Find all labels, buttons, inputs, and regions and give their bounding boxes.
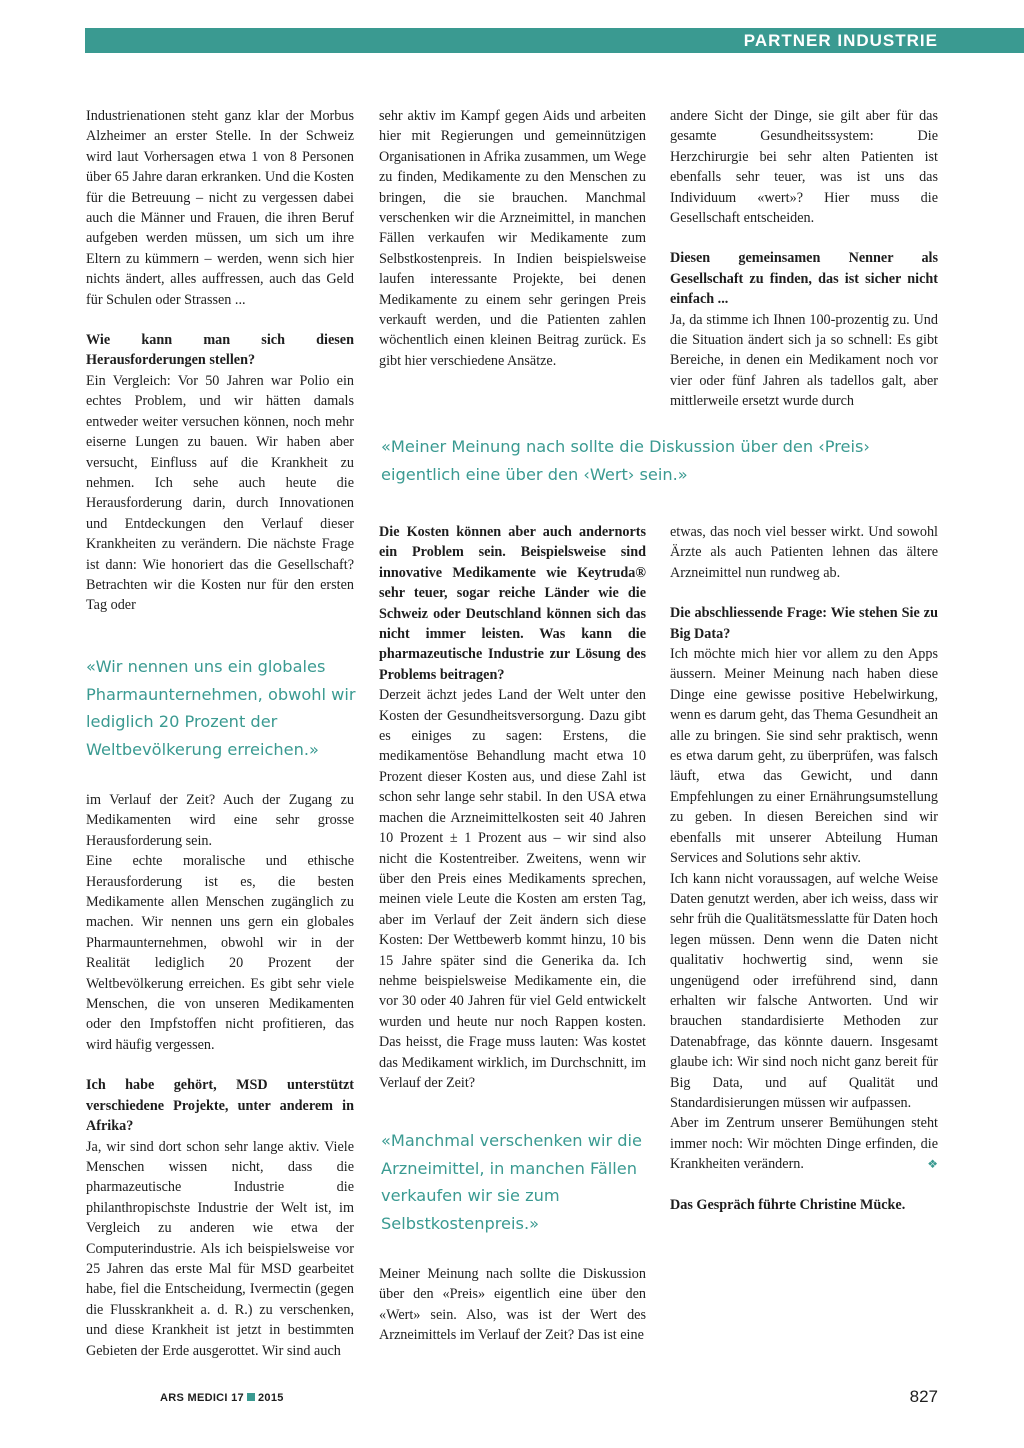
answer: Ein Vergleich: Vor 50 Jahren war Polio ein echtes Problem, und wir hätten damals entweder weiter versuchen können, noch mehr eiserne Lungen zu bauen. Wir haben aber versucht, Einfluss auf die Krankheit zu nehmen. Ich sehe auch heute die Herausforderung darin, durch Innovationen und Entdeckungen den Verlauf dieser Krankheiten zu verändern. Die nächste Frage ist dann: Wie honoriert das die Gesellschaft? Betrachten wir die Kosten nur für den ersten Tag oder bbox=[86, 372, 354, 614]
answer: Ja, wir sind dort schon sehr lange aktiv. Viele Menschen wissen nicht, dass die pharmazeutische Industrie die philanthropischste Industrie der Welt ist, im Vergleich zu anderen wie etwa der Computerindustrie. Als ich beispielsweise vor 25 Jahren das erste Mal für MSD gearbeitet habe, fiel die Entscheidung, Ivermectin (gegen die Flusskrankheit a. d. R.) zu verschenken, und diese Krankheit ist jetzt in bestimmten Gebieten der Erde ausgerottet. Wir sind auch bbox=[86, 1138, 354, 1359]
question: Ich habe gehört, MSD unterstützt verschiedene Projekte, unter anderem in Afrika? bbox=[86, 1077, 354, 1135]
answer: Derzeit ächzt jedes Land der Welt unter den Kosten der Gesundheitsversorgung. Dazu gibt es einiges zu sagen: Erstens, die medikamentöse Behandlung macht etwa 10 Prozent dieser Kosten aus, und diese Zahl ist schon sehr lange sehr stabil. In den USA etwa machen die Arzneimittelkosten seit 40 Jahren 10 Prozent ± 1 Prozent aus – wir sind also nicht die Kostentreiber. Zweitens, wenn wir über den Preis eines Medikaments sprechen, meinen viele Leute die Kosten am ersten Tag, aber im Verlauf der Zeit ändern sich diese Kosten: Der Wettbewerb kommt hinzu, 10 bis 15 Jahre später sind die Generika da. Ich nehme beispielsweise Medikamente ein, die vor 30 oder 40 Jahren für viel Geld entwickelt wurden und heute nur noch Rappen kosten. Das heisst, die Frage muss lauten: Was kostet das Medikament wirklich, im Durchschnitt, im Verlauf der Zeit? bbox=[379, 687, 646, 1091]
question: Die Kosten können aber auch andernorts ein Problem sein. Beispielsweise sind innovative Medikamente wie Keytruda® sehr teuer, sogar reiche Länder wie die Schweiz oder Deutschland können sich das nicht immer leisten. Was kann die pharmazeutische Industrie zur Lösung des Problems beitragen? bbox=[379, 524, 646, 683]
question: Diesen gemeinsamen Nenner als Gesellschaft zu finden, das ist sicher nicht einfach ... bbox=[670, 250, 938, 308]
header-bar bbox=[85, 28, 1024, 53]
question: Wie kann man sich diesen Herausforderungen stellen? bbox=[86, 332, 354, 369]
interview-credit: Das Gespräch führte Christine Mücke. bbox=[670, 1196, 906, 1213]
answer: Ich kann nicht voraussagen, auf welche Weise Daten genutzt werden, aber ich weiss, dass wir sehr früh die Qualitätsmesslatte für Daten hoch legen müssen. Denn wenn die Daten nicht qualitativ hochwertig sind, wenn sie ungenügend oder irreführend sind, dann erhalten wir falsche Antworten. Und wir brauchen standardisierte Methoden zur Datenabfrage, das könnte dauern. Insgesamt glaube ich: Wir sind noch nicht ganz bereit für Big Data, und auf Qualität und Standardisierungen müssen wir aufpassen. bbox=[670, 870, 938, 1111]
answer bbox=[670, 1113, 938, 1174]
page-number: 827 bbox=[909, 1387, 938, 1406]
paragraph: Industrienationen steht ganz klar der Morbus Alzheimer an erster Stelle. In der Schweiz wird laut Vorhersagen etwa 1 von 8 Personen über 65 Jahre daran erkranken. Und die Kosten für die Betreuung – nicht zu vergessen dabei auch die Männer und Frauen, die ihren Beruf aufgeben werden müssen, um sich um ihre Eltern zu kümmern – werden, wenn sich hier nichts ändert, alles auffressen, auch das Geld für Schulen oder Strassen ... bbox=[86, 108, 354, 308]
journal-name: ARS MEDICI 17 bbox=[160, 1392, 244, 1404]
paragraph: Meiner Meinung nach sollte die Diskussion über den «Preis» eigentlich eine über den «Wert» sein. Also, was ist der Wert des Arzneimittels im Verlauf der Zeit? Das ist eine bbox=[379, 1266, 646, 1344]
footer-journal bbox=[160, 1392, 284, 1404]
column-right-top bbox=[670, 106, 938, 412]
column-middle-bottom bbox=[379, 1264, 646, 1346]
answer-text: Aber im Zentrum unserer Bemühungen steht immer noch: Wir möchten Dinge erfinden, die Krankheiten verändern. bbox=[670, 1115, 938, 1173]
column-middle-lower bbox=[379, 522, 646, 1093]
column-left-lower bbox=[86, 790, 354, 1361]
section-label: PARTNER INDUSTRIE bbox=[743, 31, 938, 50]
pull-quote: «Manchmal verschenken wir die Arzneimittel, in manchen Fällen verkaufen wir sie zum Selbstkostenpreis.» bbox=[381, 1131, 642, 1233]
answer: Ja, da stimme ich Ihnen 100-prozentig zu. Und die Situation ändert sich ja so schnell: Es gibt Bereiche, in denen ein Medikament noch vor vier oder fünf Jahren als tadellos galt, aber mittlerweile ersetzt wurde durch bbox=[670, 311, 938, 410]
question: Die abschliessende Frage: Wie stehen Sie zu Big Data? bbox=[670, 605, 938, 642]
journal-year: 2015 bbox=[257, 1392, 284, 1404]
paragraph: andere Sicht der Dinge, sie gilt aber für das gesamte Gesundheitssystem: Die Herzchirurgie bei sehr alten Patienten ist ebenfalls sehr teuer, was ist uns das Individuum «wert»? Hier muss die Gesellschaft entscheiden. bbox=[670, 108, 938, 227]
column-left-top bbox=[86, 106, 354, 616]
paragraph: Eine echte moralische und ethische Herausforderung ist es, die besten Medikamente allen Menschen zugänglich zu machen. Wir nennen uns gern ein globales Pharmaunternehmen, obwohl wir in der Realität lediglich 20 Prozent der Weltbevölkerung erreichen. Es gibt sehr viele Menschen, die von unseren Medikamenten oder den Impfstoffen nicht profitieren, das wird häufig vergessen. bbox=[86, 853, 354, 1053]
paragraph: im Verlauf der Zeit? Auch der Zugang zu Medikamenten wird eine sehr grosse Herausforderung sein. bbox=[86, 792, 354, 849]
paragraph: etwas, das noch viel besser wirkt. Und sowohl Ärzte als auch Patienten lehnen das ältere Arzneimittel nun rundweg ab. bbox=[670, 524, 938, 581]
pull-quote: «Wir nennen uns ein globales Pharmaunternehmen, obwohl wir lediglich 20 Prozent der Weltbevölkerung erreichen.» bbox=[86, 657, 356, 759]
column-right-lower bbox=[670, 522, 938, 1215]
end-mark-icon: ❖ bbox=[927, 1157, 938, 1172]
pull-quote: «Meiner Meinung nach sollte die Diskussion über den ‹Preis› eigentlich eine über den ‹Wert› sein.» bbox=[381, 437, 870, 484]
answer: Ich möchte mich hier vor allem zu den Apps äussern. Meiner Meinung nach haben diese Dinge eine gewisse positive Hebelwirkung, wenn es darum geht, das Thema Gesundheit an alle zu bringen. Sie sind sehr praktisch, wenn es etwa darum geht, zu überprüfen, was falsch läuft, etwa das Gewicht, und dann Empfehlungen zu einer Ernährungsumstellung zu geben. In diesen Bereichen sind wir ebenfalls mit unserer Abteilung Human Services and Solutions sehr aktiv. bbox=[670, 646, 938, 867]
column-middle-top bbox=[379, 106, 646, 371]
square-icon bbox=[247, 1393, 255, 1401]
paragraph: sehr aktiv im Kampf gegen Aids und arbeiten hier mit Regierungen und gemeinnützigen Organisationen in Afrika zusammen, um Wege zu finden, Medikamente zu den Menschen zu bringen, die sie brauchen. Manchmal verschenken wir die Arzneimittel, in manchen Fällen verkaufen wir Medikamente zum Selbstkostenpreis. In Indien beispielsweise laufen interessante Projekte, bei denen Medikamente zu einem sehr geringen Preis verkauft werden, und die Patienten zahlen wöchentlich einen kleinen Beitrag zurück. Es gibt hier verschiedene Ansätze. bbox=[379, 108, 646, 369]
